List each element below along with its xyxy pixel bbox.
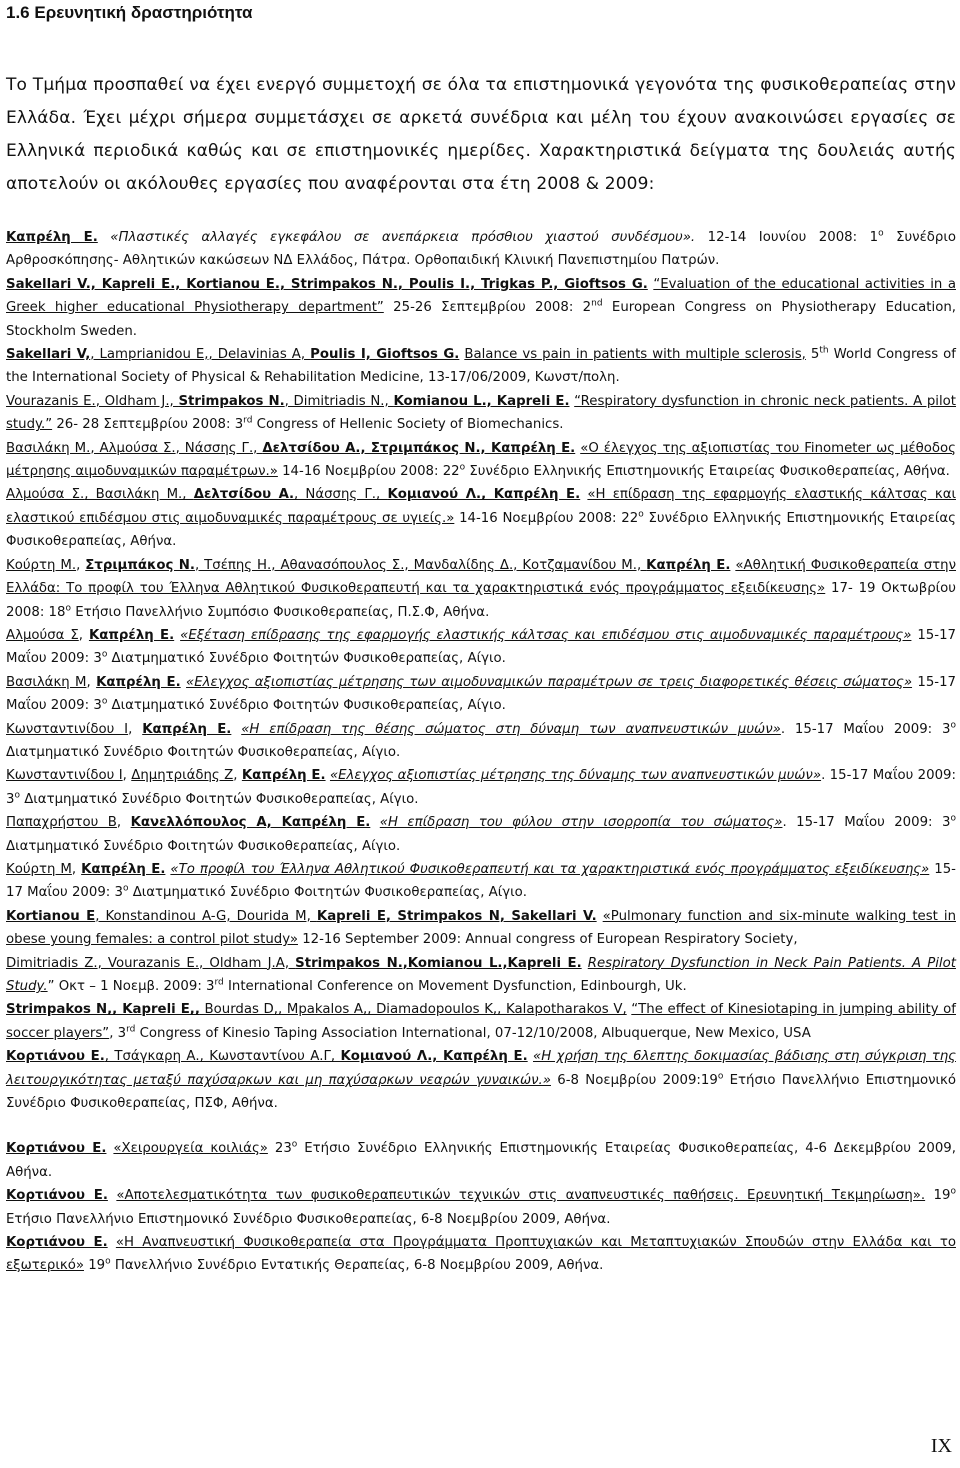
reference-text-run: 19 bbox=[925, 1188, 951, 1204]
reference-text-run: , bbox=[122, 768, 132, 784]
reference-text-run: ” Οκτ – 1 Νοεμβ. 2009: 3 bbox=[47, 979, 215, 994]
reference-text-run: Συνέδριο Αρθροσκόπησης- Αθλητικών κακώσεων ΝΔ Ελλάδος, Πάτρα. Ορθοπαιδική Κλινική Πανεπιστημίου Πατρών. bbox=[6, 230, 956, 269]
reference-text-run: , bbox=[116, 815, 131, 831]
reference-text-run: 15-17 Μαΐου 2009: 3 bbox=[6, 674, 956, 714]
reference-text-run: Strimpakos N. bbox=[178, 393, 285, 409]
reference-text-run: Αλμούσα Σ bbox=[6, 627, 79, 643]
reference-text-run: Komianou L., Kapreli E. bbox=[393, 393, 570, 409]
reference-text-run: 14-16 Νοεμβρίου 2008: 22 bbox=[277, 464, 460, 480]
reference-text-run: Κορτιάνου Ε. bbox=[6, 1188, 108, 1204]
reference-text-run: Ετήσιο Συνέδριο Ελληνικής Επιστημονικής Εταιρείας Φυσικοθεραπείας, 4-6 Δεκεμβρίου 2009, Αθήνα. bbox=[6, 1141, 956, 1180]
reference-text-run: Διατμηματικό Συνέδριο Φοιτητών Φυσικοθεραπείας, Αίγιο. bbox=[128, 885, 527, 901]
reference-item bbox=[6, 858, 956, 905]
reference-list bbox=[6, 226, 956, 1278]
reference-text-run: , Dimitriadis N., bbox=[284, 393, 394, 409]
reference-text-run: ο bbox=[459, 462, 466, 473]
reference-item bbox=[6, 554, 956, 624]
reference-text-run: «Η επίδραση του φύλου στην ισορροπία του σώματος» bbox=[379, 815, 783, 831]
reference-text-run: 12-14 Ιουνίου 2008: 1 bbox=[695, 230, 879, 245]
reference-text-run: Κωνσταντινίδου Ι bbox=[6, 768, 123, 784]
page-number: IX bbox=[930, 1435, 952, 1457]
reference-text-run: Poulis I, Gioftsos G. bbox=[310, 347, 460, 363]
reference-text-run: Καπρέλη Ε. bbox=[81, 861, 166, 877]
reference-text-run: “Respiratory dysfunction in chronic neck patients. A pilot study.” bbox=[6, 393, 957, 433]
reference-text-run: Καπρέλη Ε. bbox=[241, 768, 326, 784]
reference-text-run: , Delavinias A, bbox=[208, 347, 311, 363]
document-page bbox=[6, 2, 956, 1278]
reference-text-run: Vourazanis E. bbox=[6, 393, 96, 409]
reference-text-run: , Αλμούσα Σ. bbox=[90, 440, 176, 456]
reference-text-run: «Ο έλεγχος της αξιοπιστίας του Finometer ως μέθοδος μέτρησης αιμοδυναμικών παραμέτρων.» bbox=[6, 440, 956, 480]
reference-text-run: “Evaluation of the educational activities in a Greek higher educational Physiotherapy department” bbox=[6, 276, 956, 316]
reference-item bbox=[6, 1137, 956, 1184]
section-title: 1.6 Ερευνητική δραστηριότητα bbox=[6, 3, 253, 22]
reference-text-run: Sakellari V, bbox=[6, 347, 91, 363]
reference-item bbox=[6, 390, 956, 437]
reference-item bbox=[6, 437, 956, 484]
reference-text-run: nd bbox=[591, 298, 603, 309]
reference-text-run: th bbox=[819, 345, 829, 356]
reference-text-run: Διατμηματικό Συνέδριο Φοιτητών Φυσικοθεραπείας, Αίγιο. bbox=[19, 791, 419, 807]
reference-text-run: «Εξέταση επίδρασης της εφαρμογής ελαστικής κάλτσας και επιδέσμου στις αιμοδυναμικές παραμέτρους» bbox=[180, 627, 912, 643]
reference-item bbox=[6, 1184, 956, 1231]
reference-text-run: ο bbox=[122, 883, 129, 894]
reference-text-run: Στριμπάκος Ν. bbox=[85, 557, 195, 573]
reference-text-run: Kortianou E bbox=[6, 908, 96, 924]
reference-text-run: 17- 19 Οκτωβρίου 2008: 18 bbox=[6, 581, 956, 620]
reference-text-run: Ετήσιο Πανελλήνιο Επιστημονικό Συνέδριο Φυσικοθεραπείας, ΠΣΦ, Αθήνα. bbox=[6, 1072, 956, 1112]
reference-text-run: . 15-17 Μαΐου 2009: 3 bbox=[782, 815, 951, 831]
reference-text-run: 25-26 Σεπτεμβρίου 2008: 2 bbox=[383, 300, 592, 316]
reference-item bbox=[6, 624, 956, 671]
reference-text-run: «Η επίδραση της εφαρμογής ελαστικής κάλτσας και ελαστικού επιδέσμου στις αιμοδυναμικές παραμέτρους σε υγιείς.» bbox=[6, 487, 956, 526]
reference-text-run: 5 bbox=[805, 347, 820, 363]
reference-item bbox=[6, 1231, 956, 1278]
reference-item bbox=[6, 483, 956, 553]
reference-text-run: Διατμηματικό Συνέδριο Φοιτητών Φυσικοθεραπείας, Αίγιο. bbox=[107, 651, 506, 667]
reference-text-run: , bbox=[128, 721, 143, 737]
reference-text-run: , Lamprianidou E, bbox=[90, 347, 209, 363]
reference-item bbox=[6, 811, 956, 858]
reference-item bbox=[6, 273, 956, 343]
reference-text-run: Strimpakos N.,Komianou L.,Kapreli E. bbox=[295, 955, 582, 971]
reference-text-run: , Τσέπης Η., Αθανασόπουλος Σ., Μανδαλίδης Δ., Κοτζαμανίδου Μ., bbox=[194, 557, 647, 573]
reference-text-run bbox=[370, 815, 379, 830]
reference-text-run: 12-16 September 2009: Annual congress of European Respiratory Society, bbox=[297, 932, 798, 948]
reference-text-run: Δελτσίδου Α., Στριμπάκος Ν., Καπρέλη Ε. bbox=[262, 440, 576, 456]
reference-text-run: Κούρτη Μ bbox=[6, 861, 72, 877]
reference-text-run: Strimpakos N,, Kapreli E,, bbox=[6, 1002, 200, 1018]
reference-text-run: Ετήσιο Πανελλήνιο Συμπόσιο Φυσικοθεραπείας, Π.Σ.Φ, Αθήνα. bbox=[70, 604, 490, 620]
reference-text-run: Καπρέλη Ε. bbox=[88, 627, 175, 643]
reference-item bbox=[6, 764, 956, 811]
reference-text-run: Αλμούσα Σ. bbox=[6, 487, 85, 503]
reference-item bbox=[6, 226, 956, 273]
reference-text-run: Κομιανού Λ., Καπρέλη Ε. bbox=[340, 1049, 528, 1065]
reference-text-run: rd bbox=[214, 977, 224, 988]
reference-text-run: ο bbox=[878, 228, 884, 239]
reference-item bbox=[6, 952, 956, 999]
intro-paragraph: Το Τμήμα προσπαθεί να έχει ενεργό συμμετοχή σε όλα τα επιστημονικά γεγονότα της φυσικοθεραπείας στην Ελλάδα. Έχει μέχρι σήμερα συμμετάσχει σε αρκετά συνέδρια και μέλη του έχουν ανακοινώσει εργασίες σε Ελληνικά περιοδικά καθώς και σε επιστημονικές ημερίδες. Χαρακτηριστικά δείγματα της δουλειάς αυτής αποτελούν οι ακόλουθες εργασίες που αναφέρονται στα έτη 2008 & 2009: bbox=[6, 75, 956, 194]
reference-text-run: , Νάσσης Γ., bbox=[294, 487, 388, 503]
reference-text-run: , 3 bbox=[109, 1025, 127, 1041]
reference-item bbox=[6, 998, 956, 1045]
reference-text-run: Καπρέλη Ε. bbox=[96, 674, 181, 690]
reference-text-run: Bourdas D,, Mpakalos A,, Diamadopoulos K,, Kalapotharakos V, bbox=[199, 1002, 627, 1018]
reference-text-run: Διατμηματικό Συνέδριο Φοιτητών Φυσικοθεραπείας, Αίγιο. bbox=[6, 744, 401, 760]
reference-text-run: Balance vs pain in patients with multiple sclerosis, bbox=[464, 347, 806, 363]
reference-text-run: Καπρέλη Ε. bbox=[646, 557, 731, 573]
reference-text-run: . 15-17 Μαΐου 2009: 3 bbox=[780, 721, 951, 737]
reference-item bbox=[6, 1045, 956, 1115]
reference-text-run: ο bbox=[105, 1257, 111, 1268]
reference-text-run: Συνέδριο Ελληνικής Επιστημονικής Εταιρείας Φυσικοθεραπείας, Αθήνα. bbox=[6, 510, 956, 550]
reference-text-run: , Oldham J., bbox=[95, 393, 179, 409]
reference-text-run bbox=[98, 230, 111, 245]
reference-text-run: , Τσάγκαρη Α., Κωνσταντίνου Α.Γ, bbox=[104, 1049, 341, 1065]
reference-text-run bbox=[108, 1235, 116, 1250]
reference-text-run: Κορτιάνου Ε. bbox=[6, 1235, 108, 1251]
reference-text-run: . 15-17 Μαΐου 2009: 3 bbox=[6, 768, 956, 807]
reference-text-run: World Congress of the International Society of Physical & Rehabilitation Medicine, 13-17/06/2009, Κωνστ/πολη. bbox=[6, 347, 956, 386]
reference-text-run: Ετήσιο Πανελλήνιο Επιστημονικό Συνέδριο Φυσικοθεραπείας, 6-8 Νοεμβρίου 2009, Αθήνα. bbox=[6, 1211, 611, 1227]
reference-text-run: Καπρέλη Ε. bbox=[6, 230, 98, 245]
reference-text-run: Congress of Kinesio Taping Association International, 07-12/10/2008, Albuquerque, New Mexico, USA bbox=[135, 1025, 811, 1041]
reference-text-run: «Η επίδραση της θέσης σώματος στη δύναμη των αναπνευστικών μυών» bbox=[241, 721, 781, 737]
reference-text-run: Κορτιάνου Ε. bbox=[6, 1049, 105, 1065]
reference-text-run: , bbox=[78, 627, 89, 643]
reference-text-run: ο bbox=[717, 1071, 724, 1082]
reference-text-run: «Αθλητική Φυσικοθεραπεία στην Ελλάδα: Το προφίλ του Έλληνα Αθλητικού Φυσικοθεραπευτή και τα χαρακτηριστικά ενός προγράμματος εξειδίκευσης» bbox=[6, 557, 956, 597]
reference-text-run: 14-16 Νοεμβρίου 2008: 22 bbox=[454, 510, 639, 526]
reference-text-run: ο bbox=[14, 790, 20, 801]
reference-text-run: ο bbox=[101, 649, 108, 660]
reference-text-run: “The effect of Kinesiotaping in jumping ability of soccer players” bbox=[6, 1002, 956, 1041]
reference-text-run: , Konstandinou A-G, Dourida M, bbox=[95, 908, 317, 924]
reference-text-run: Κανελλόπουλος Α, Καπρέλη Ε. bbox=[130, 815, 371, 831]
reference-text-run: «Ελεγχος αξιοπιστίας μέτρησης των αιμοδυναμικών παραμέτρων σε τρεις διαφορετικές θέσεις σώματος» bbox=[186, 674, 913, 690]
reference-text-run bbox=[231, 722, 241, 737]
reference-text-run: 15-17 Μαΐου 2009: 3 bbox=[6, 627, 956, 667]
reference-text-run: Dimitriadis Z. bbox=[6, 955, 98, 971]
reference-text-run: European Congress on Physiotherapy Education, Stockholm Sweden. bbox=[6, 300, 957, 339]
reference-text-run: International Conference on Movement Dysfunction, Edinbourgh, Uk. bbox=[223, 979, 687, 994]
reference-text-run: Δημητριάδης Ζ bbox=[131, 768, 234, 784]
reference-text-run: Παπαχρήστου Β bbox=[6, 815, 117, 831]
reference-text-run: , bbox=[76, 557, 86, 573]
reference-text-run: ο bbox=[950, 720, 956, 731]
reference-text-run: 6-8 Νοεμβρίου 2009:19 bbox=[550, 1072, 718, 1088]
reference-text-run: rd bbox=[126, 1024, 136, 1035]
reference-text-run: Κωνσταντινίδου Ι bbox=[6, 721, 129, 737]
reference-text-run: «Ελεγχος αξιοπιστίας μέτρησης της δύναμης των αναπνευστικών μυών» bbox=[329, 768, 822, 784]
reference-item bbox=[6, 905, 956, 952]
reference-text-run: 15-17 Μαΐου 2009: 3 bbox=[6, 861, 956, 901]
reference-text-run: Διατμηματικό Συνέδριο Φοιτητών Φυσικοθεραπείας, Αίγιο. bbox=[107, 698, 506, 714]
reference-text-run: Πανελλήνιο Συνέδριο Εντατικής Θεραπείας, 6-8 Νοεμβρίου 2009, Αθήνα. bbox=[110, 1258, 604, 1274]
reference-text-run: Respiratory Dysfunction in Neck Pain Patients. A Pilot Study. bbox=[6, 955, 956, 994]
reference-text-run: ο bbox=[950, 813, 956, 824]
reference-text-run: Δελτσίδου Α. bbox=[193, 487, 294, 503]
reference-text-run: «Η χρήση της 6λεπτης δοκιμασίας βάδισης στη σύγκριση της λειτουργικότητας μεταξύ παχύσαρκων και μη παχύσαρκων νεαρών γυναικών.» bbox=[6, 1049, 956, 1088]
reference-text-run: «Αποτελεσματικότητα των φυσικοθεραπευτικών τεχνικών στις αναπνευστικές παθήσεις. Ερευνητική Τεκμηρίωση». bbox=[116, 1188, 926, 1204]
reference-text-run: Sakellari V., Kapreli E., Kortianou E., Strimpakos N., Poulis I., Trigkas P., Gioftsos G. bbox=[6, 276, 648, 292]
reference-text-run: Βασιλάκη Μ bbox=[6, 674, 87, 690]
reference-text-run: ο bbox=[291, 1140, 298, 1151]
reference-text-run: «Pulmonary function and six-minute walking test in obese young females: a control pilot study» bbox=[6, 908, 956, 948]
reference-item bbox=[6, 718, 956, 765]
reference-text-run: «Πλαστικές αλλαγές εγκεφάλου σε ανεπάρκεια πρόσθιου χιαστού συνδέσμου». bbox=[110, 230, 696, 245]
reference-text-run: «Το προφίλ του Έλληνα Αθλητικού Φυσικοθεραπευτή και τα χαρακτηριστικά ενός προγράμματος εξειδίκευσης» bbox=[170, 861, 930, 877]
reference-text-run: , bbox=[233, 768, 242, 784]
reference-text-run: Κομιανού Λ., Καπρέλη Ε. bbox=[387, 487, 581, 503]
reference-text-run: Κορτιάνου Ε. bbox=[6, 1141, 107, 1157]
reference-text-run: , bbox=[71, 861, 82, 877]
reference-text-run: ο bbox=[101, 696, 108, 707]
reference-text-run: Καπρέλη Ε. bbox=[142, 721, 232, 737]
reference-text-run: , Νάσσης Γ., bbox=[175, 440, 263, 456]
reference-item bbox=[6, 671, 956, 718]
reference-text-run: ο bbox=[65, 603, 71, 614]
reference-text-run: Congress of Hellenic Society of Biomechanics. bbox=[252, 417, 564, 433]
reference-text-run: 23 bbox=[267, 1141, 292, 1157]
reference-text-run: Διατμηματικό Συνέδριο Φοιτητών Φυσικοθεραπείας, Αίγιο. bbox=[6, 838, 401, 854]
reference-text-run: Κούρτη Μ. bbox=[6, 557, 77, 573]
reference-text-run: ο bbox=[638, 509, 644, 520]
reference-text-run: rd bbox=[243, 415, 253, 426]
reference-text-run: , bbox=[86, 674, 97, 690]
reference-text-run: , Vourazanis E., Oldham J.A, bbox=[97, 955, 296, 971]
reference-item bbox=[6, 343, 956, 390]
reference-text-run: , Βασιλάκη Μ., bbox=[84, 487, 194, 503]
reference-text-run: ο bbox=[950, 1186, 956, 1197]
reference-text-run: 26- 28 Σεπτεμβρίου 2008: 3 bbox=[52, 417, 244, 433]
reference-text-run: 19 bbox=[83, 1258, 106, 1274]
reference-text-run: Βασιλάκη Μ. bbox=[6, 440, 91, 456]
reference-text-run: Kapreli E, Strimpakos N, Sakellari V. bbox=[316, 908, 597, 924]
reference-text-run: «Η Αναπνευστική Φυσικοθεραπεία στα Προγράμματα Προπτυχιακών και Μεταπτυχιακών Σπουδών στην Ελλάδα και το εξωτερικό» bbox=[6, 1235, 956, 1274]
reference-text-run: «Χειρουργεία κοιλιάς» bbox=[113, 1141, 268, 1157]
reference-text-run: Συνέδριο Ελληνικής Επιστημονικής Εταιρείας Φυσικοθεραπείας, Αθήνα. bbox=[465, 464, 950, 480]
